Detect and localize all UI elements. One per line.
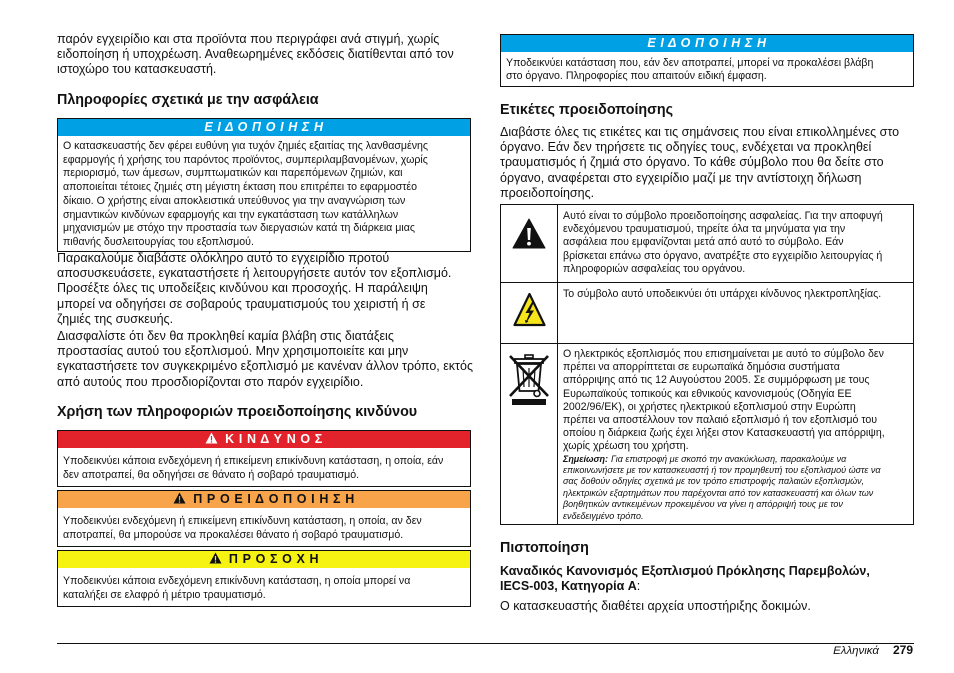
warning-text: Υποδεικνύει ενδεχόμενη ή επικείμενη επικίνδυνη κατάσταση, η οποία, αν δεν αποτραπεί, θα μπορούσε να προκαλέσει θάνατο ή σοβαρό τραυματισμό. bbox=[63, 515, 422, 541]
safety-heading: Πληροφορίες σχετικά με την ασφάλεια bbox=[57, 92, 319, 108]
protection-paragraph: Διασφαλίστε ότι δεν θα προκληθεί καμία βλάβη στις διατάξεις προστασίας αυτού του εξοπλισμού. Μην χρησιμοποιείτε και μην εγκαταστήσετε τον συγκεκριμένο εξοπλισμό με κανέναν άλλον τρόπο, εκτός από αυτούς που προσδιορίζονται στο παρόν εγχειρίδιο. bbox=[57, 329, 473, 389]
description-cell bbox=[558, 205, 914, 283]
danger-text: Υποδεικνύει κάποια ενδεχόμενη ή επικείμενη επικίνδυνη κατάσταση, η οποία, εάν δεν αποτραπεί, θα οδηγήσει σε θάνατο ή σοβαρό τραυματισμό. bbox=[63, 455, 444, 481]
read-manual-paragraph: Παρακαλούμε διαβάστε ολόκληρο αυτό το εγχειρίδιο προτού αποσυσκευάσετε, εγκαταστήσετε ή λειτουργήσετε αυτόν τον εξοπλισμό. Προσέξτε όλες τις υποδείξεις κινδύνου και προσοχής. Η παράλειψη μπορεί να οδηγήσει σε σοβαρούς τραυματισμούς του χειριστή ή σε ζημιές της συσκευής. bbox=[57, 251, 452, 326]
table-row bbox=[501, 344, 914, 525]
table-row bbox=[501, 205, 914, 283]
notice-label: Ε Ι Δ Ο Π Ο Ι Η Σ Η bbox=[647, 36, 767, 50]
weee-description: Ο ηλεκτρικός εξοπλισμός που επισημαίνεται με αυτό το σύμβολο δεν πρέπει να απορρίπτεται σε ευρωπαϊκά δημόσια συστήματα απόρριψης από τις 12 Αυγούστου 2005. Σε συμμόρφωση με τους Ευρωπαϊκούς τοπικούς και εθνικούς κανονισμούς (Οδηγία ΕΕ 2002/96/ΕΚ), οι χρήστες ηλεκτρικού εξοπλισμού στην Ευρώπη πρέπει να αποστέλλουν τον παλαιό εξοπλισμό ή τον εξοπλισμό του οποίου η διάρκεια ζωής έχει λήξει στον Κατασκευαστή για απόρριψη, χωρίς χρέωση του χρήστη. bbox=[563, 348, 885, 453]
labels-heading: Ετικέτες προειδοποίησης bbox=[500, 102, 674, 118]
recycling-note bbox=[563, 454, 911, 522]
warning-triangle-icon bbox=[173, 492, 186, 504]
caution-box bbox=[57, 550, 471, 607]
caution-box-header bbox=[58, 551, 470, 568]
symbols-table bbox=[500, 204, 914, 525]
certification-heading: Πιστοποίηση bbox=[500, 540, 589, 556]
warning-triangle-icon bbox=[205, 432, 218, 444]
safety-alert-icon bbox=[512, 218, 546, 249]
warning-label: Π Ρ Ο Ε Ι Δ Ο Π Ο Ι Η Σ Η bbox=[193, 492, 355, 506]
notice-box-header bbox=[58, 119, 470, 136]
warning-triangle-icon bbox=[209, 552, 222, 564]
note-label: Σημείωση: bbox=[563, 453, 609, 464]
safety-alert-description: Αυτό είναι το σύμβολο προειδοποίησης ασφαλείας. Για την αποφυγή ενδεχόμενου τραυματισμού, τηρείτε όλα τα μηνύματα για την ασφάλεια που εμφανίζονται μετά από αυτό το σύμβολο. Εάν βρίσκεται επάνω στο όργανο, ανατρέξτε στο εγχειρίδιο λειτουργίας ή πληροφοριών ασφαλείας του οργάνου. bbox=[563, 210, 883, 275]
caution-label: Π Ρ Ο Σ Ο Χ Η bbox=[228, 552, 320, 566]
page-number: 279 bbox=[892, 643, 913, 657]
symbol-cell bbox=[501, 344, 558, 525]
notice-label: Ε Ι Δ Ο Π Ο Ι Η Σ Η bbox=[204, 120, 324, 134]
liability-notice-text: Ο κατασκευαστής δεν φέρει ευθύνη για τυχόν ζημιές εξαιτίας της λανθασμένης εφαρμογής ή χρήσης του παρόντος προϊόντος, συμπεριλαμβανομένων, χωρίς περιορισμό, των άμεσων, συμπτωματικών και παρεπόμενων ζημιών, και αποποιείται τέτοιες ζημιές στη μέγιστη έκταση που επιτρέπει το εφαρμοστέο δίκαιο. Ο χρήστης είναι αποκλειστικά υπεύθυνος για την αναγνώριση των σημαντικών κινδύνων εφαρμογής και την εγκατάσταση των κατάλληλων μηχανισμών με στόχο την προστασία των διεργασιών κατά τη διάρκεια μιας πιθανής δυσλειτουργίας του εξοπλισμού. bbox=[63, 140, 429, 248]
danger-box-header bbox=[58, 431, 470, 448]
note-text: Για επιστροφή με σκοπό την ανακύκλωση, παρακαλούμε να επικοινωνήσετε με τον κατασκευαστή ή τον προμηθευτή του εξοπλισμού ώστε να σας δοθούν οδηγίες σχετικά με τον τρόπο επιστροφής παλαιών εξοπλισμών, ηλεκτρικών εξαρτημάτων που παρέχονται από τον κατασκευαστή και όλων των βοηθητικών αντικειμένων προκειμένου να γίνει η απόρριψή τους με τον ενδεδειγμένο τρόπο. bbox=[563, 453, 881, 521]
weee-crossed-bin-icon bbox=[506, 352, 552, 406]
electrical-hazard-description: Το σύμβολο αυτό υποδεικνύει ότι υπάρχει κίνδυνος ηλεκτροπληξίας. bbox=[563, 288, 882, 300]
intro-paragraph: παρόν εγχειρίδιο και στα προϊόντα που περιγράφει ανά στιγμή, χωρίς ειδοποίηση ή υποχρέωση. Αναθεωρημένες εκδόσεις διατίθενται από τον ιστοχώρο του κατασκευαστή. bbox=[57, 32, 454, 77]
table-row bbox=[501, 283, 914, 344]
standard-suffix: : bbox=[636, 579, 641, 594]
danger-box bbox=[57, 430, 471, 487]
liability-notice-box bbox=[57, 118, 471, 252]
certification-text: Ο κατασκευαστής διαθέτει αρχεία υποστήριξης δοκιμών. bbox=[500, 599, 811, 613]
page-footer bbox=[833, 643, 913, 658]
standard-name: Καναδικός Κανονισμός Εξοπλισμού Πρόκλησης Παρεμβολών, IECS-003, Κατηγορία A bbox=[500, 564, 870, 594]
description-cell bbox=[558, 344, 914, 525]
caution-text: Υποδεικνύει κάποια ενδεχόμενη επικίνδυνη κατάσταση, η οποία μπορεί να καταλήξει σε ελαφρό ή μέτριο τραυματισμό. bbox=[63, 575, 411, 601]
description-cell bbox=[558, 283, 914, 344]
symbol-cell bbox=[501, 205, 558, 283]
danger-label: Κ Ι Ν Δ Υ Ν Ο Σ bbox=[225, 432, 323, 446]
notice-box bbox=[500, 34, 914, 87]
footer-language: Ελληνικά bbox=[833, 645, 879, 657]
labels-intro-paragraph: Διαβάστε όλες τις ετικέτες και τις σημάνσεις που είναι επικολλημένες στο όργανο. Εάν δεν τηρήσετε τις οδηγίες τους, ενδέχεται να προκληθεί τραυματισμός ή ζημιά στο όργανο. Το κάθε σύμβολο που θα δείτε στο όργανο, αναφέρεται στο εγχειρίδιο μαζί με την αντίστοιχη δήλωση προειδοποίησης. bbox=[500, 125, 900, 200]
hazard-info-heading: Χρήση των πληροφοριών προειδοποίησης κινδύνου bbox=[57, 404, 418, 420]
symbol-cell bbox=[501, 283, 558, 344]
notice-text: Υποδεικνύει κατάσταση που, εάν δεν αποτραπεί, μπορεί να προκαλέσει βλάβη στο όργανο. Πληροφορίες που απαιτούν ειδική έμφαση. bbox=[506, 57, 874, 83]
electrical-hazard-icon bbox=[513, 292, 546, 327]
certification-standard bbox=[500, 564, 870, 594]
warning-box-header bbox=[58, 491, 470, 508]
footer-divider bbox=[57, 643, 914, 644]
warning-box bbox=[57, 490, 471, 547]
notice-box-header bbox=[501, 35, 913, 52]
